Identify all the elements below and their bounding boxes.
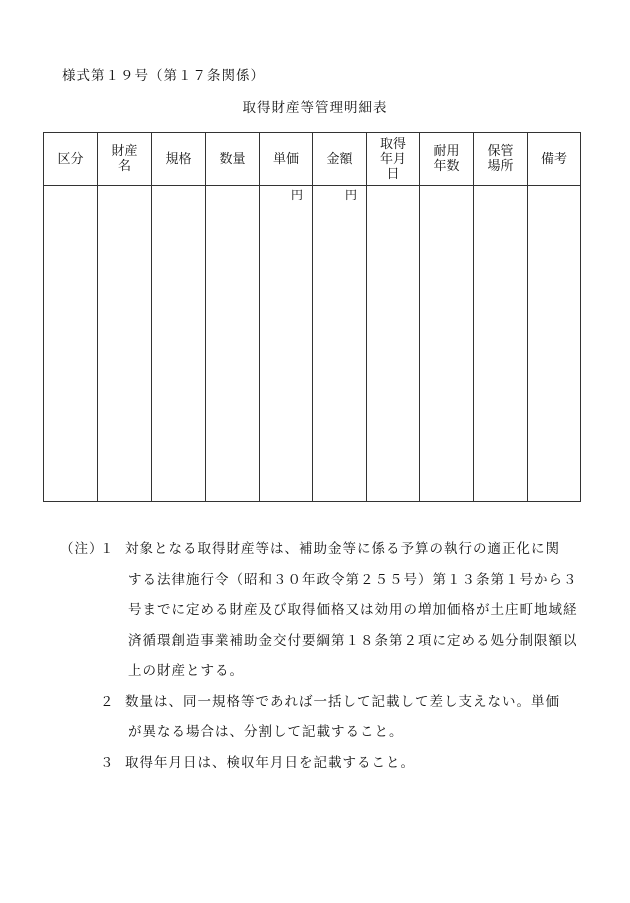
header-quantity: 数量 xyxy=(206,133,260,186)
note-item xyxy=(60,687,590,748)
cell-specification xyxy=(152,186,206,502)
note-line: 号までに定める財産及び取得価格又は効用の増加価格が土庄町地域経 xyxy=(128,602,578,618)
cell-acquisition-date xyxy=(367,186,420,502)
header-specification: 規格 xyxy=(152,133,206,186)
note-line: 取得年月日は、検収年月日を記載すること。 xyxy=(125,754,415,771)
asset-ledger-table xyxy=(43,132,581,502)
header-remarks: 備考 xyxy=(528,133,581,186)
note-number: ３ xyxy=(100,754,115,771)
header-category: 区分 xyxy=(44,133,98,186)
cell-amount xyxy=(313,186,367,502)
header-asset-name: 財産 名 xyxy=(98,133,152,186)
note-line: する法律施行令（昭和３０年政令第２５５号）第１３条第１号から３ xyxy=(128,571,578,588)
table-row xyxy=(44,186,581,502)
note-number: １ xyxy=(100,541,115,557)
note-item xyxy=(60,534,590,687)
header-storage-location: 保管 場所 xyxy=(474,133,528,186)
note-item xyxy=(60,748,590,779)
unit-price-yen-label: 円 xyxy=(290,188,303,202)
note-line: 済循環創造事業補助金交付要綱第１８条第２項に定める処分制限額以 xyxy=(128,632,578,649)
cell-quantity xyxy=(206,186,260,502)
header-useful-life: 耐用 年数 xyxy=(420,133,474,186)
note-line: が異なる場合は、分割して記載すること。 xyxy=(128,724,404,740)
table-header-row xyxy=(44,133,581,186)
cell-remarks xyxy=(528,186,581,502)
header-amount: 金額 xyxy=(313,133,367,186)
cell-asset-name xyxy=(98,186,152,502)
cell-unit-price xyxy=(260,186,313,502)
cell-storage-location xyxy=(474,186,528,502)
note-number: ２ xyxy=(100,693,115,710)
notes-section xyxy=(60,534,590,778)
amount-yen-label: 円 xyxy=(344,188,357,202)
notes-label: （注） xyxy=(60,541,104,557)
header-unit-price: 単価 xyxy=(260,133,313,186)
cell-category xyxy=(44,186,98,502)
note-line: 数量は、同一規格等であれば一括して記載して差し支えない。単価 xyxy=(125,693,560,710)
cell-useful-life xyxy=(420,186,474,502)
header-acquisition-date: 取得 年月 日 xyxy=(367,133,420,186)
form-number: 様式第１９号（第１７条関係） xyxy=(62,68,265,84)
note-line: 上の財産とする。 xyxy=(128,663,244,679)
document-title: 取得財産等管理明細表 xyxy=(242,100,388,116)
note-line: 対象となる取得財産等は、補助金等に係る予算の執行の適正化に関 xyxy=(125,541,560,557)
